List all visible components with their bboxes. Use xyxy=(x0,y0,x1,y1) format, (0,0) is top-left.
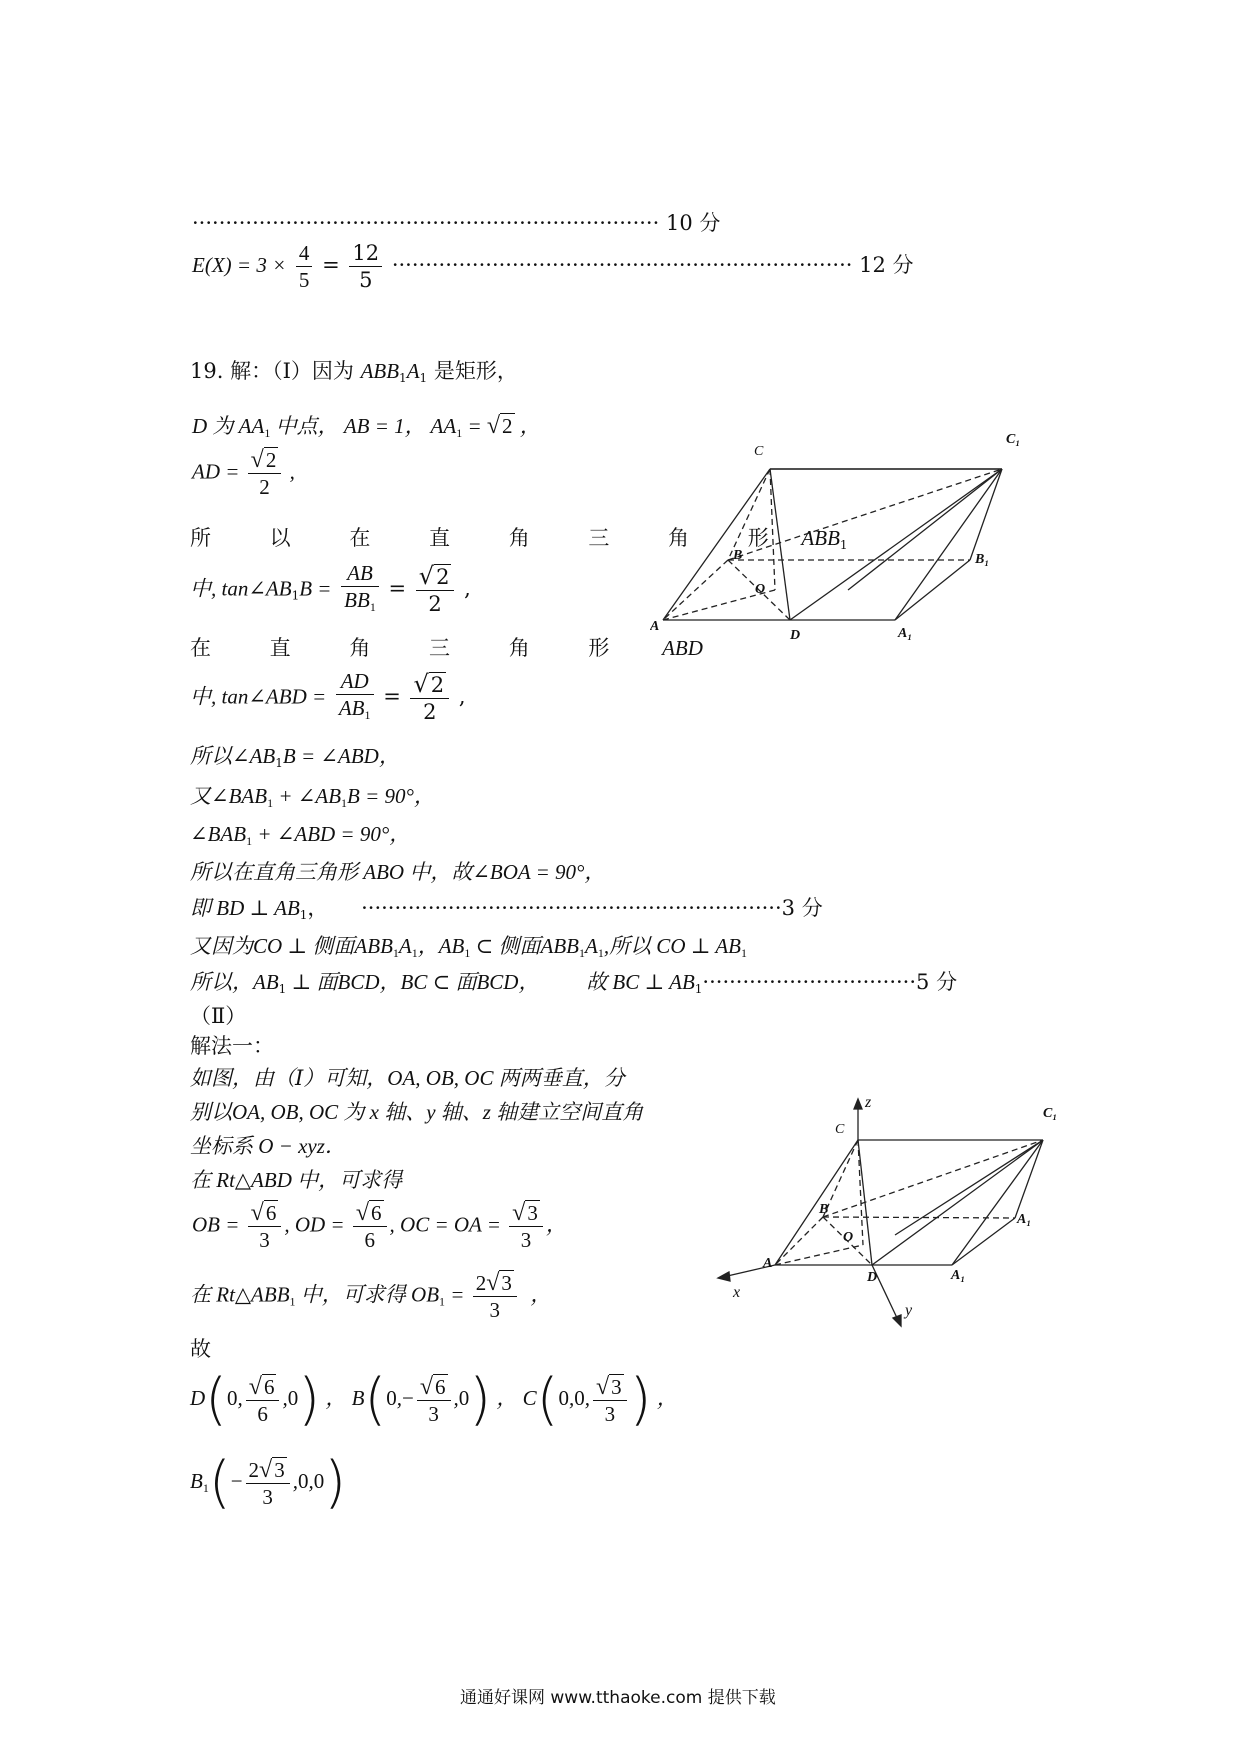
fig2-label-d: D xyxy=(867,1270,878,1285)
tan2-line: 中, tan∠ABD = $\frac{AD}{AB_1}$ = $\frac{√2}{2}$ , xyxy=(190,669,466,724)
score-12: 12 分 xyxy=(859,253,914,277)
fig2-label-c: C xyxy=(835,1122,845,1137)
expectation-line xyxy=(192,240,914,293)
coord-line-3: 坐标系 O − xyz． xyxy=(190,1134,346,1158)
rt-abb1-line: 在 $Rt\triangle ABB_1$ 中，可求得 $OB_1$ = $\frac{2√3}{3}$ ， xyxy=(190,1270,552,1322)
part-2-heading: （Ⅱ） xyxy=(190,1004,247,1028)
prism-figure-2 xyxy=(715,1095,1085,1345)
fig2-label-y: y xyxy=(905,1302,913,1319)
tan1-line: 中, $\tan\angle AB_1B$ = $\frac{AB}{BB_1}$ = $\frac{√2}{2}$ , xyxy=(190,561,471,616)
frac-12-5: $\frac{12}{5}$ xyxy=(349,240,382,293)
fig1-label-a: A xyxy=(650,619,660,634)
fig2-label-o: O xyxy=(843,1230,854,1245)
fig1-label-c: C xyxy=(754,444,764,459)
prism-figure-1 xyxy=(650,425,1070,650)
fig2-label-c1: C₁ xyxy=(1043,1106,1058,1121)
fig2-label-z: z xyxy=(865,1095,872,1111)
bd-perp-line: 即 BD ⊥ $AB_1$， ·······························································3 分 xyxy=(190,896,823,922)
ad-line: AD = $\frac{√2}{2}$ , xyxy=(192,447,295,499)
coord-line-2: 别以OA, OB, OC 为 x 轴、y 轴、z 轴建立空间直角 xyxy=(190,1100,644,1124)
gu-line: 故 xyxy=(190,1337,211,1361)
points-line-2: $B_1(-$ $\frac{2√3}{3}$ ,0,0) xyxy=(190,1450,347,1515)
angle-boa-line: 所以在直角三角形 ABO 中，故∠BOA = 90°， xyxy=(190,860,606,884)
fig2-label-a1-top: A₁ xyxy=(1017,1212,1032,1227)
rt-abd-line: 在 Rt△ABD 中，可求得 xyxy=(190,1168,403,1192)
fig2-label-x: x xyxy=(733,1284,741,1301)
so-plane-line: 所以，$AB_1$ ⊥ 面BCD，BC ⊂ 面BCD， 故 BC ⊥ $AB_1\cdot\cdot\cdot\cdot\cdot\cdot\cdot\cdot\cdot\cdot\cdot\cdot\cdot\cdot\cdot\cdot\cdot\cdot\cdot\cdot\cdot\cdot\cdot\cdot\cdot\cdot\cdot\cdot\cdot\cdot\cdot\cdot 5$ 分 xyxy=(190,970,958,996)
method-1-heading: 解法一： xyxy=(190,1034,274,1058)
score-10: 10 分 xyxy=(665,211,721,235)
ex-prefix: E(X) = 3 × xyxy=(192,253,287,277)
so-right-triangle: 所 以 在 直 角 三 角 形 $ABB_1$ xyxy=(190,526,848,552)
fig1-label-d: D xyxy=(790,628,801,643)
equal-angles-line: 所以$\angle AB_1B$ = ∠ABD， xyxy=(190,744,400,770)
triangle-abd-line: 在 直 角 三 角 形 ABD xyxy=(190,636,703,660)
co-perp-line: 又因为CO ⊥ 侧面$ABB_1A_1$，$AB_1$ ⊂ 侧面$ABB_1A_1$,所以 CO ⊥ $AB_1$ xyxy=(190,934,748,960)
fig1-label-o: O xyxy=(755,582,766,597)
lengths-line: OB = $\frac{√6}{3}$ , OD = $\frac{√6}{6}$ , OC = OA = $\frac{√3}{3}$ ， xyxy=(192,1200,567,1252)
fig2-label-a1-bottom: A₁ xyxy=(951,1268,966,1283)
coord-line-1: 如图，由（Ⅰ）可知，OA, OB, OC 两两垂直，分 xyxy=(190,1066,625,1090)
d-midpoint-line: D 为 $AA_1$ 中点， AB = 1， $AA_1 = √2$ ， xyxy=(192,413,541,440)
fig2-label-b: B xyxy=(819,1202,829,1217)
points-line-1: D(0, $\frac{√6}{6}$ ,0) ， B(0,− $\frac{√6}{3}$ ,0) ， C(0,0, $\frac{√3}{3}$ ) ， xyxy=(190,1367,678,1432)
dotted-leader: ······································································ xyxy=(192,211,660,235)
fig1-label-c1: C₁ xyxy=(1006,432,1021,447)
footer-text: 通通好课网 www.tthaoke.com 提供下载 xyxy=(460,1688,776,1708)
fig1-label-a1: A₁ xyxy=(898,626,913,641)
q19-intro: 19. 解：（Ⅰ）因为 $ABB_1A_1$ 是矩形， xyxy=(190,359,518,385)
angle-sum-1: 又$\angle BAB_1$ + $\angle AB_1B = 90^\circ$， xyxy=(190,784,435,810)
angle-sum-2: $\angle BAB_1$ + ∠ABD = 90°， xyxy=(190,822,411,848)
fig2-label-a: A xyxy=(763,1256,773,1271)
fig1-label-b1: B₁ xyxy=(975,552,990,567)
fig1-label-b: B xyxy=(733,548,743,563)
frac-4-5: $\frac{4}{5}$ xyxy=(296,240,313,293)
eq-sign: = xyxy=(322,253,340,277)
dotted-leader: ····································································· xyxy=(391,253,853,277)
dots-line-10 xyxy=(192,207,720,237)
